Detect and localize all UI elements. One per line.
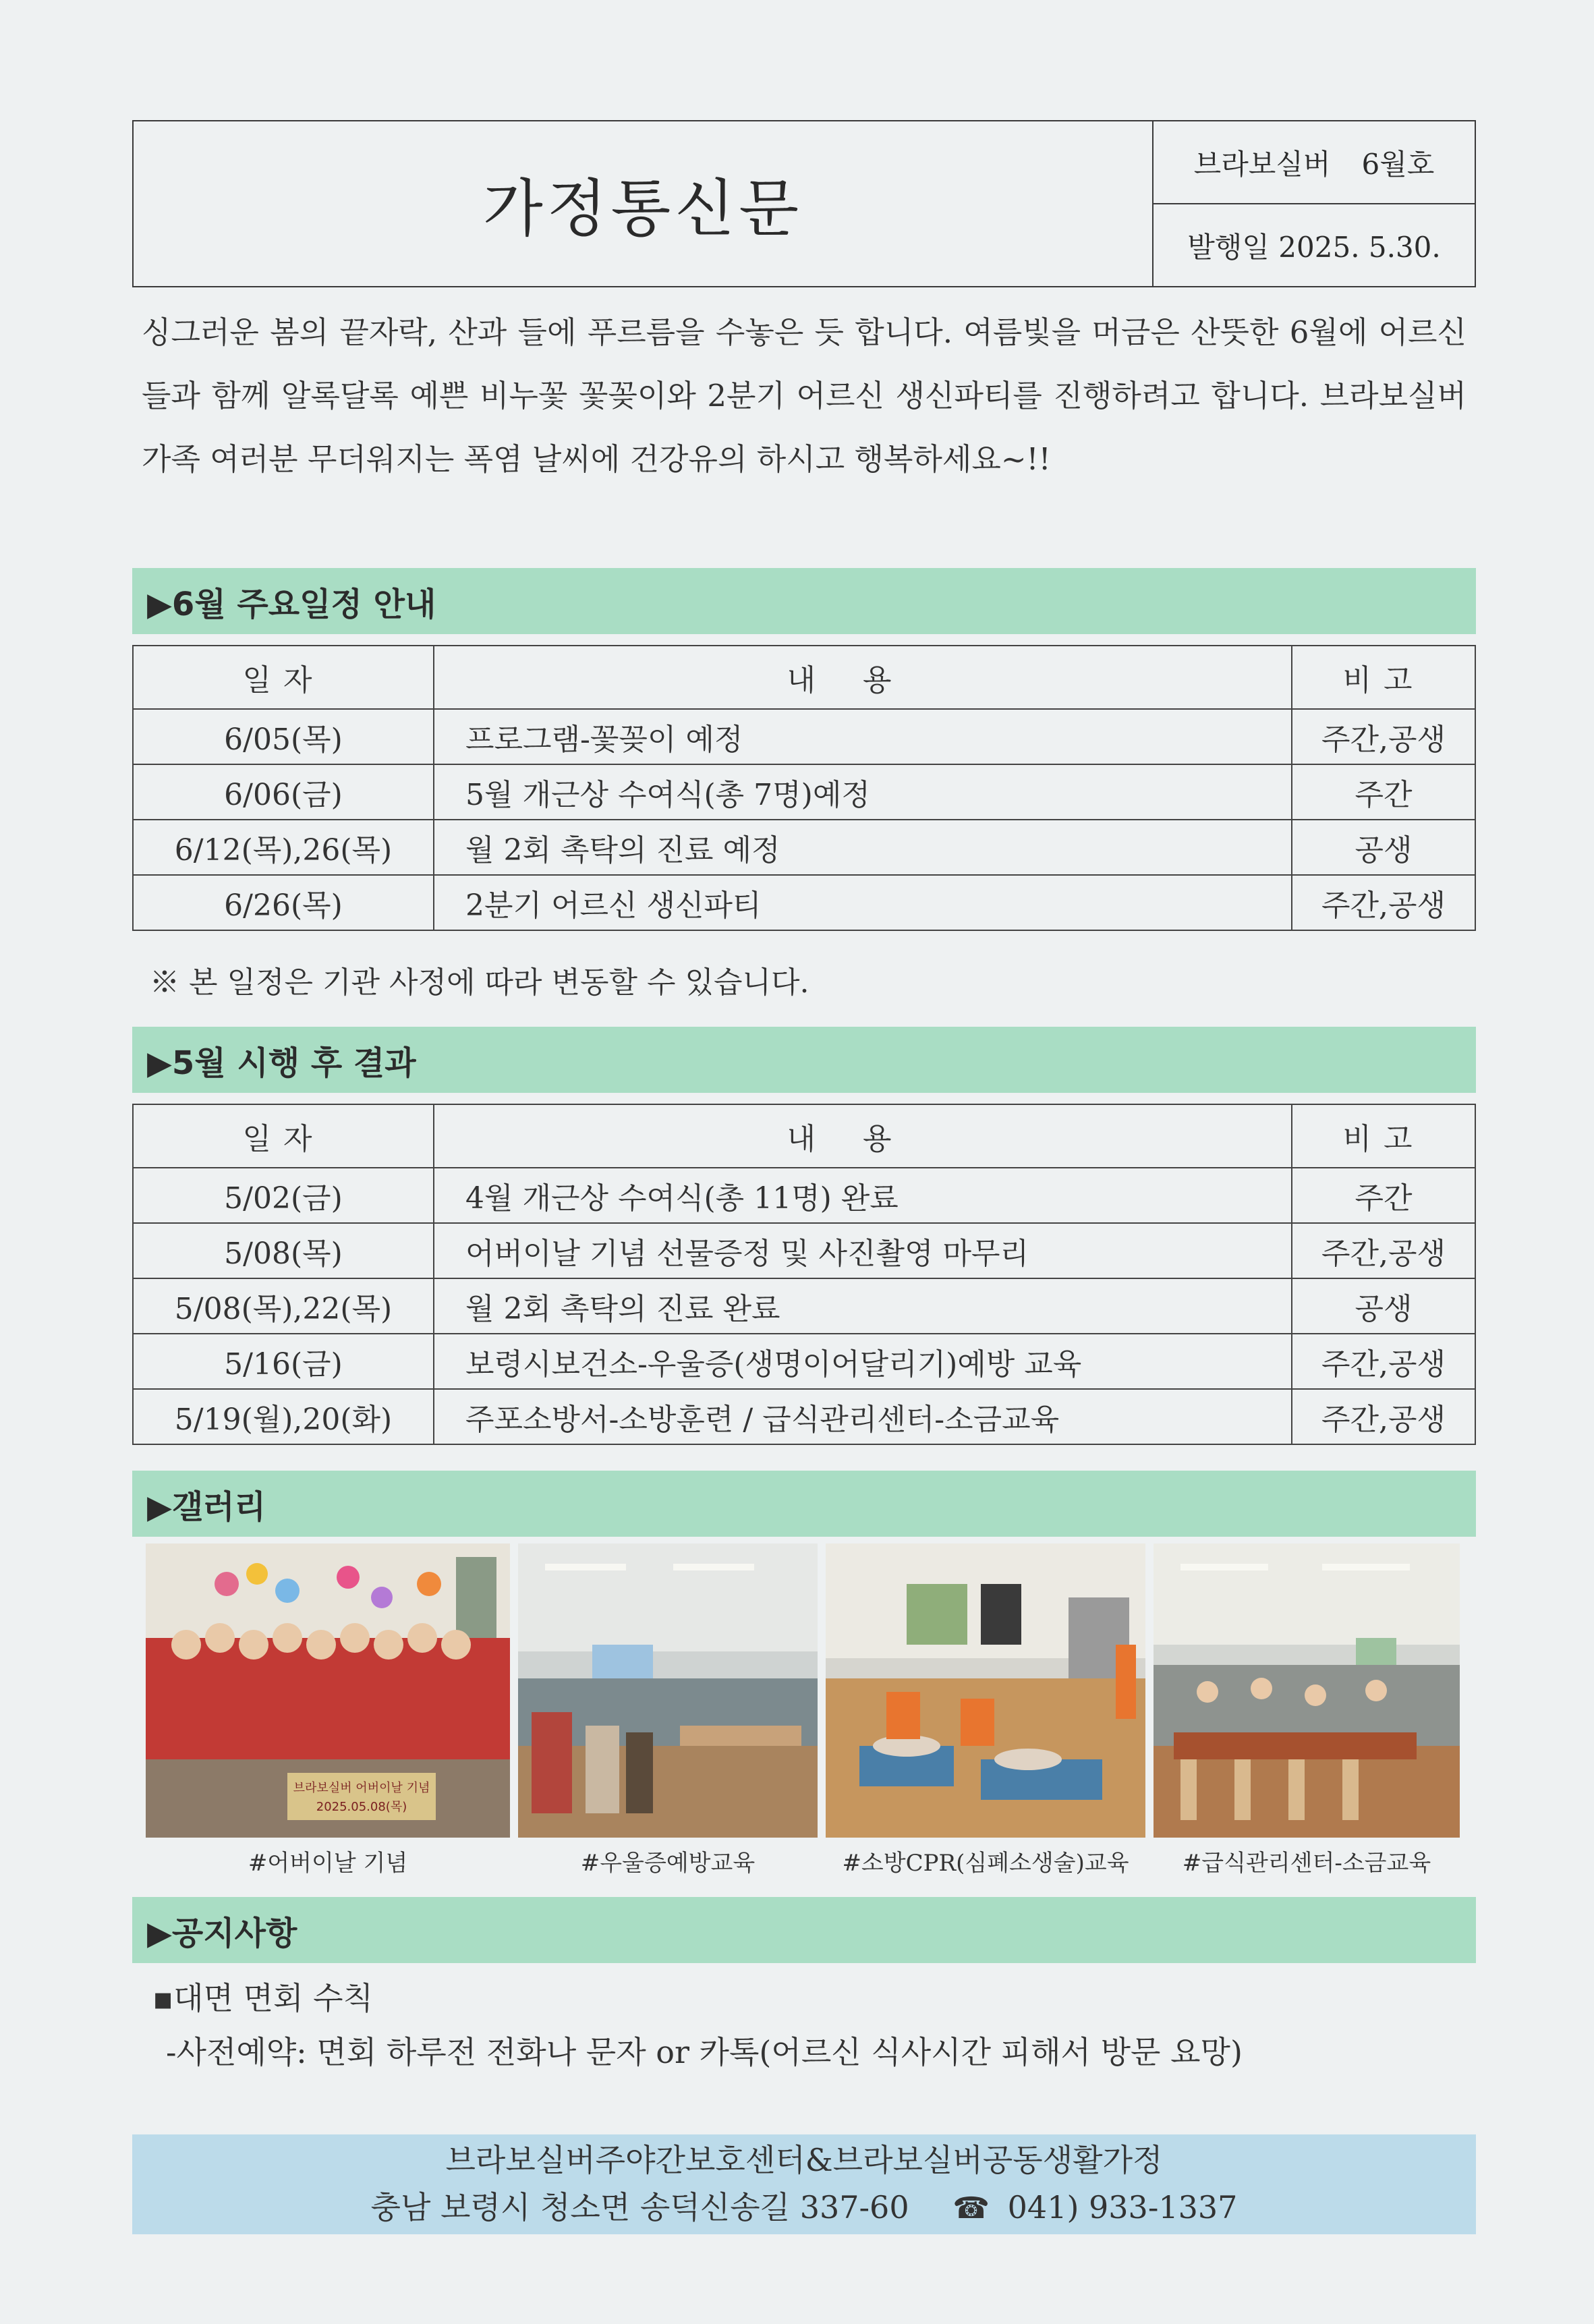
row-note: 주간,공생 (1292, 875, 1475, 930)
table-row (133, 1223, 1475, 1278)
footer-contact (132, 2134, 1476, 2234)
address: 충남 보령시 청소면 송덕신송길 337-60 (370, 2189, 909, 2226)
row-note: 주간 (1292, 1168, 1475, 1223)
june-schedule-table (132, 645, 1476, 931)
organization-name: 브라보실버주야간보호센터&브라보실버공동생활가정 (445, 2142, 1163, 2178)
row-content: 2분기 어르신 생신파티 (434, 875, 1292, 930)
table-row (133, 1168, 1475, 1223)
table-row (133, 820, 1475, 875)
issue-info (1154, 121, 1475, 286)
gallery-photo-salt-education (1154, 1543, 1460, 1838)
row-date: 5/19(월),20(화) (133, 1389, 434, 1444)
row-note: 공생 (1292, 820, 1475, 875)
row-note: 주간,공생 (1292, 1389, 1475, 1444)
photo-banner-text: 브라보실버 어버이날 기념 (293, 1781, 430, 1795)
row-content: 프로그램-꽃꽂이 예정 (434, 709, 1292, 764)
photo-date-stamp: 2025.05.08(목) (316, 1800, 407, 1814)
gallery-caption: #우울증예방교육 (580, 1850, 756, 1877)
table-row (133, 1278, 1475, 1334)
table-row (133, 1389, 1475, 1444)
row-content: 월 2회 촉탁의 진료 완료 (434, 1278, 1292, 1334)
gallery-caption: #소방CPR(심폐소생술)교육 (842, 1850, 1129, 1877)
row-date: 5/08(목) (133, 1223, 434, 1278)
may-results-heading: ▶5월 시행 후 결과 (132, 1027, 1476, 1093)
gallery-caption: #어버이날 기념 (248, 1850, 408, 1877)
gallery-photo-parents-day (146, 1543, 510, 1838)
intro-paragraph: 싱그러운 봄의 끝자락, 산과 들에 푸르름을 수놓은 듯 합니다. 여름빛을 머금은 산뜻한 6월에 어르신들과 함께 알록달록 예쁜 비누꽃 꽃꽂이와 2분기 어르신 생신파티를 진행하려고 합니다. 브라보실버 가족 여러분 무더워지는 폭염 날씨에 건강유의 하시고 행복하세요~!! (142, 314, 1467, 477)
row-content: 월 2회 촉탁의 진료 예정 (434, 820, 1292, 875)
issue-date: 발행일 2025. 5.30. (1187, 230, 1441, 264)
center-name: 브라보실버 (1193, 147, 1331, 181)
table-row (133, 764, 1475, 820)
gallery-photo-cpr-education (826, 1543, 1145, 1838)
column-header-content: 내용 (434, 1104, 1292, 1168)
row-date: 6/12(목),26(목) (133, 820, 434, 875)
column-header-date: 일자 (133, 1104, 434, 1168)
row-note: 주간,공생 (1292, 1223, 1475, 1278)
notice-heading: ▶공지사항 (132, 1897, 1476, 1963)
table-header-row (133, 646, 1475, 709)
row-date: 5/02(금) (133, 1168, 434, 1223)
row-content: 5월 개근상 수여식(총 7명)예정 (434, 764, 1292, 820)
row-content: 어버이날 기념 선물증정 및 사진촬영 마무리 (434, 1223, 1292, 1278)
contact-line (371, 2184, 1238, 2232)
row-date: 6/26(목) (133, 875, 434, 930)
row-date: 5/08(목),22(목) (133, 1278, 434, 1334)
phone-number: 041) 933-1337 (1007, 2189, 1238, 2226)
row-content: 4월 개근상 수여식(총 11명) 완료 (434, 1168, 1292, 1223)
column-header-note: 비고 (1292, 646, 1475, 709)
table-header-row (133, 1104, 1475, 1168)
table-row (133, 709, 1475, 764)
row-note: 주간,공생 (1292, 1334, 1475, 1389)
row-date: 6/05(목) (133, 709, 434, 764)
newsletter-header (132, 120, 1476, 287)
notice-detail: -사전예약: 면회 하루전 전화나 문자 or 카톡(어르신 식사시간 피해서 방문 요망) (166, 2034, 1243, 2070)
issue-label (1154, 121, 1475, 204)
row-date: 5/16(금) (133, 1334, 434, 1389)
table-row (133, 875, 1475, 930)
row-content: 주포소방서-소방훈련 / 급식관리센터-소금교육 (434, 1389, 1292, 1444)
gallery-photo-depression-education (518, 1543, 818, 1838)
newsletter-title: 가정통신문 (134, 121, 1154, 286)
column-header-note: 비고 (1292, 1104, 1475, 1168)
column-header-content: 내용 (434, 646, 1292, 709)
june-schedule-heading: ▶6월 주요일정 안내 (132, 568, 1476, 634)
row-date: 6/06(금) (133, 764, 434, 820)
may-results-table (132, 1104, 1476, 1445)
gallery-heading: ▶갤러리 (132, 1471, 1476, 1537)
notice-item: ▪대면 면회 수칙 (152, 1980, 374, 2016)
phone-icon: ☎ (952, 2191, 990, 2226)
row-note: 공생 (1292, 1278, 1475, 1334)
column-header-date: 일자 (133, 646, 434, 709)
row-note: 주간 (1292, 764, 1475, 820)
issue-number: 6월호 (1361, 147, 1435, 181)
table-row (133, 1334, 1475, 1389)
gallery-caption: #급식관리센터-소금교육 (1182, 1850, 1431, 1877)
row-note: 주간,공생 (1292, 709, 1475, 764)
row-content: 보령시보건소-우울증(생명이어달리기)예방 교육 (434, 1334, 1292, 1389)
schedule-footnote: ※ 본 일정은 기관 사정에 따라 변동할 수 있습니다. (150, 965, 809, 1000)
